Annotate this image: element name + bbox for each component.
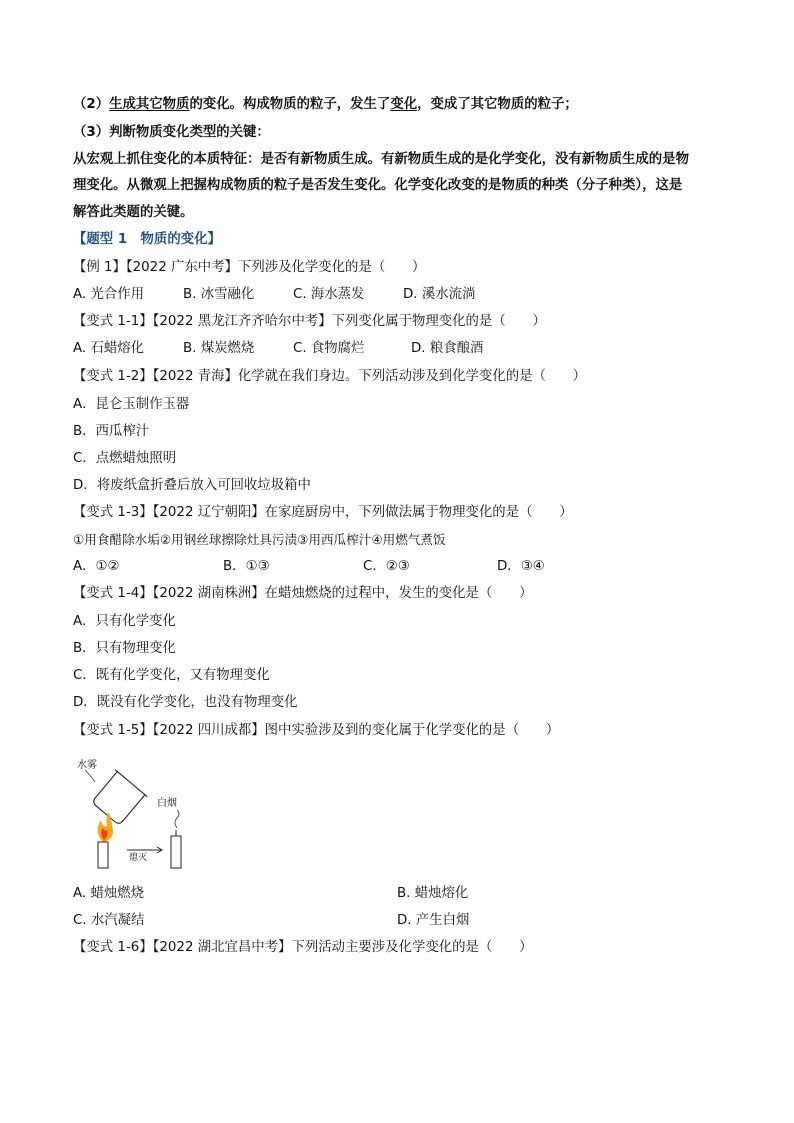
lit-candle-icon <box>98 842 108 868</box>
underlined-other-substance: 其它物质 <box>135 97 190 112</box>
question-2-option-b: B．西瓜榨汁 <box>73 424 150 439</box>
section-2-line <box>73 96 578 114</box>
candle-experiment-figure <box>73 756 203 876</box>
paragraph-line-3: 解答此类题的关键。 <box>73 205 194 220</box>
question-4-option-a: A．只有化学变化 <box>73 614 176 629</box>
question-2-option-d: D．将废纸盒折叠后放入可回收垃圾箱中 <box>73 478 311 493</box>
section-2-text-1: 的变化。构成物质的粒子，发生了 <box>189 97 391 112</box>
question-5-stem: 【变式 1-5】【2022 四川成都】图中实验涉及到的变化属于化学变化的是（ ） <box>73 723 560 738</box>
option-c: C. 食物腐烂 <box>293 341 365 356</box>
question-3-stem: 【变式 1-3】【2022 辽宁朝阳】在家庭厨房中，下列做法属于物理变化的是（ ） <box>73 505 573 520</box>
section-2-text-2: ，变成了其它物质的粒子； <box>417 97 578 112</box>
option-c: C．②③ <box>363 559 410 574</box>
section-2-label: （2） <box>73 97 110 112</box>
question-4-option-b: B．只有物理变化 <box>73 641 176 656</box>
question-4-stem: 【变式 1-4】【2022 湖南株洲】在蜡烛燃烧的过程中，发生的变化是（ ） <box>73 586 533 601</box>
question-5-option-c: C. 水汽凝结 <box>73 913 145 928</box>
option-a: A. 石蜡熔化 <box>73 341 144 356</box>
figure-svg <box>73 756 203 876</box>
option-d: D．③④ <box>497 559 545 574</box>
question-4-option-d: D．既没有化学变化，也没有物理变化 <box>73 695 298 710</box>
option-b: B. 煤炭燃烧 <box>183 341 255 356</box>
question-6-stem: 【变式 1-6】【2022 湖北宜昌中考】下列活动主要涉及化学变化的是（ ） <box>73 940 533 955</box>
question-4-option-c: C．既有化学变化，又有物理变化 <box>73 668 270 683</box>
label-smoke: 白烟 <box>157 798 177 809</box>
underlined-change: 变化 <box>390 97 418 112</box>
question-1-stem: 【变式 1-1】【2022 黑龙江齐齐哈尔中考】下列变化属于物理变化的是（ ） <box>73 314 546 329</box>
paragraph-line-2: 理变化。从微观上把握构成物质的粒子是否发生变化。化学变化改变的是物质的种类（分子种类），这是 <box>73 178 683 193</box>
question-3-items: ①用食醋除水垢②用钢丝球擦除灶具污渍③用西瓜榨汁④用燃气煮饭 <box>73 532 446 547</box>
extinguished-candle-icon <box>171 836 181 868</box>
question-2-option-c: C．点燃蜡烛照明 <box>73 451 177 466</box>
option-d: D. 粮食酿酒 <box>411 341 484 356</box>
question-5-option-b: B. 蜡烛熔化 <box>397 886 469 901</box>
option-b: B. 冰雪融化 <box>183 287 255 302</box>
label-mist: 水雾 <box>77 760 97 771</box>
option-c: C. 海水蒸发 <box>293 287 365 302</box>
question-5-option-a: A. 蜡烛燃烧 <box>73 886 144 901</box>
question-2-stem: 【变式 1-2】【2022 青海】化学就在我们身边。下列活动涉及到化学变化的是（ ） <box>73 369 587 384</box>
question-2-option-a: A．昆仑玉制作玉器 <box>73 397 190 412</box>
option-d: D. 溪水流淌 <box>403 287 476 302</box>
option-a: A. 光合作用 <box>73 287 144 302</box>
mist-leader-line <box>85 770 95 782</box>
label-extinguish: 熄灭 <box>129 853 148 863</box>
option-a: A．①② <box>73 559 120 574</box>
beaker-icon <box>89 770 147 828</box>
paragraph-line-1: 从宏观上抓住变化的本质特征：是否有新物质生成。有新物质生成的是化学变化，没有新物质生成的是物 <box>73 152 689 167</box>
question-0-stem: 【例 1】【2022 广东中考】下列涉及化学变化的是（ ） <box>73 260 426 275</box>
section-3-title: （3）判断物质变化类型的关键： <box>73 125 270 140</box>
question-type-heading: 【题型 1 物质的变化】 <box>73 232 221 247</box>
option-b: B．①③ <box>223 559 270 574</box>
underlined-generate: 生成 <box>109 97 136 112</box>
smoke-wisp-icon <box>175 810 179 828</box>
question-5-option-d: D. 产生白烟 <box>397 913 470 928</box>
